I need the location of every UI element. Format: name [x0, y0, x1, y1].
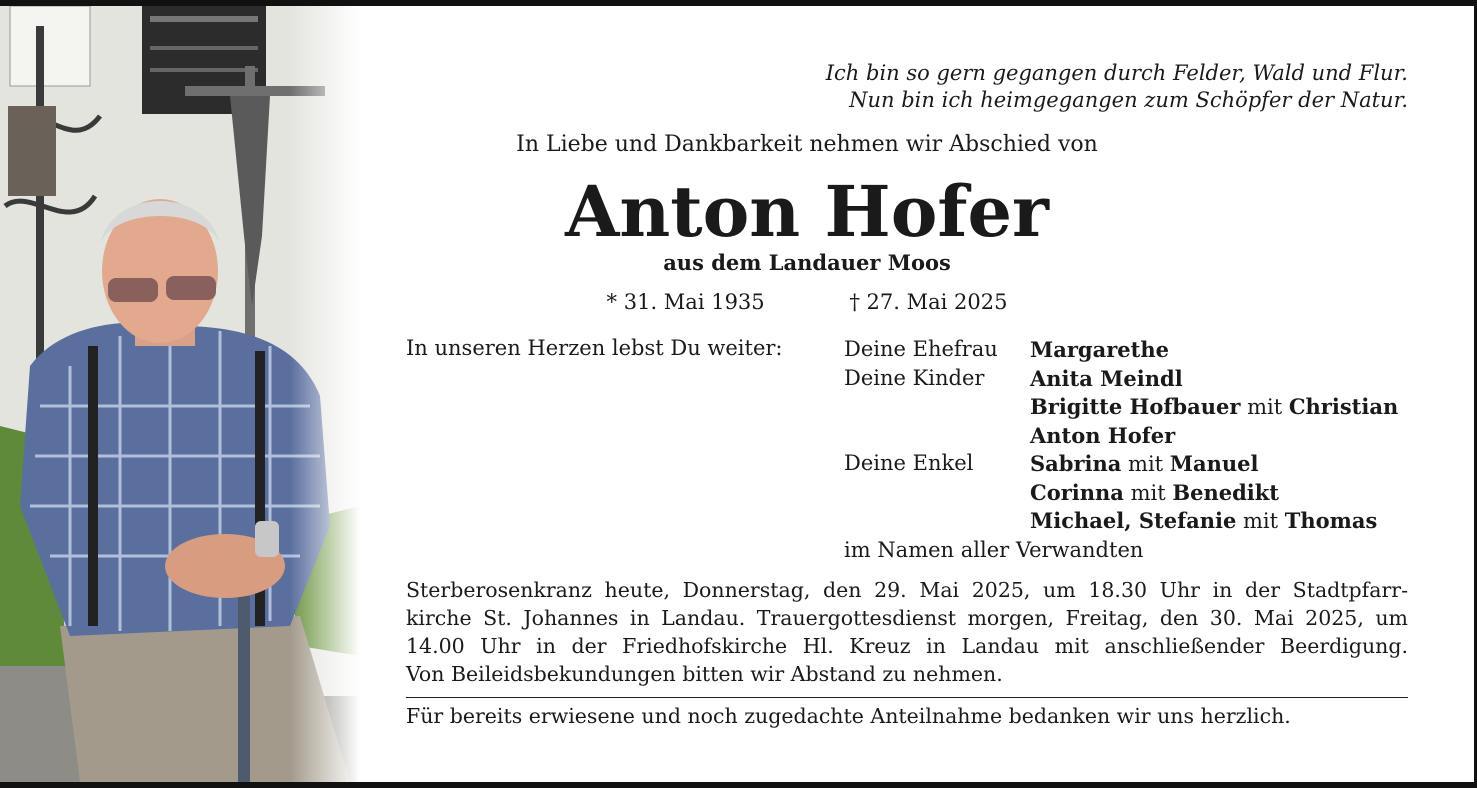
photo-fade-overlay — [290, 6, 360, 782]
birth-date: * 31. Mai 1935 — [606, 290, 765, 314]
portrait-photo — [0, 6, 360, 782]
relative-name: Benedikt — [1172, 479, 1279, 505]
relative-names — [1030, 365, 1183, 394]
deceased-name: Anton Hofer — [565, 170, 1049, 253]
mourners-lead: In unseren Herzen lebst Du weiter: — [406, 336, 783, 360]
relation-label: Deine Enkel — [844, 451, 974, 475]
service-line: Sterberosenkranz heute, Donnerstag, den 29. Mai 2025, um 18.30 Uhr in der Stadtpfarr- — [406, 578, 1408, 602]
relative-row — [844, 422, 1398, 451]
verse-line-1: Ich bin so gern gegangen durch Felder, Wald und Flur. — [825, 61, 1408, 85]
relation-label — [844, 507, 1030, 536]
relative-conjunction: mit — [1240, 395, 1289, 419]
relative-name: Anita Meindl — [1030, 365, 1183, 391]
relation-label: Deine Ehefrau — [844, 337, 998, 361]
relative-conjunction: mit — [1236, 509, 1285, 533]
relative-names — [1030, 393, 1398, 422]
relative-names — [1030, 336, 1169, 365]
relative-name: Brigitte Hofbauer — [1030, 394, 1241, 419]
memorial-verse — [708, 60, 1408, 114]
service-details — [406, 576, 1408, 688]
relative-name: Corinna — [1030, 479, 1124, 505]
service-line: kirche St. Johannes in Landau. Trauergottesdienst morgen, Freitag, den 30. Mai 2025, um — [406, 606, 1408, 630]
relative-name: Margarethe — [1030, 337, 1169, 362]
farewell-intro: In Liebe und Dankbarkeit nehmen wir Abschied von — [516, 132, 1098, 157]
deceased-origin: aus dem Landauer Moos — [663, 250, 951, 275]
relation-label — [844, 393, 1030, 422]
relatives-list — [844, 336, 1398, 564]
all-relatives-note: im Namen aller Verwandten — [844, 537, 1144, 562]
relative-conjunction: mit — [1123, 480, 1173, 505]
relation-label: Deine Kinder — [844, 365, 985, 390]
divider-line — [406, 697, 1408, 698]
life-dates — [406, 290, 1208, 314]
relative-names — [1030, 507, 1377, 536]
relative-conjunction: mit — [1121, 452, 1170, 476]
relative-names — [1030, 479, 1279, 508]
relative-row — [844, 479, 1398, 508]
thanks-note: Für bereits erwiesene und noch zugedachte Anteilnahme bedanken wir uns herzlich. — [406, 704, 1291, 728]
relative-row — [844, 365, 1398, 394]
relative-name: Anton Hofer — [1030, 422, 1176, 448]
death-date: † 27. Mai 2025 — [849, 290, 1008, 314]
relative-name: Sabrina — [1030, 451, 1122, 476]
relative-name: Michael, Stefanie — [1030, 508, 1237, 533]
relative-name: Manuel — [1169, 451, 1259, 476]
relative-row — [844, 450, 1398, 479]
relative-names — [1030, 422, 1175, 451]
relative-name: Thomas — [1284, 508, 1378, 533]
relative-names — [1030, 450, 1259, 479]
relative-row — [844, 336, 1398, 365]
relative-name: Christian — [1288, 394, 1399, 419]
relation-label — [844, 479, 1030, 508]
verse-line-2: Nun bin ich heimgegangen zum Schöpfer der Natur. — [849, 88, 1408, 112]
relative-row — [844, 393, 1398, 422]
relative-row — [844, 507, 1398, 536]
relation-label — [844, 422, 1030, 451]
service-line: 14.00 Uhr in der Friedhofskirche Hl. Kreuz in Landau mit anschließender Beerdigung. — [406, 634, 1408, 658]
service-line: Von Beileidsbekundungen bitten wir Abstand zu nehmen. — [406, 662, 1003, 686]
